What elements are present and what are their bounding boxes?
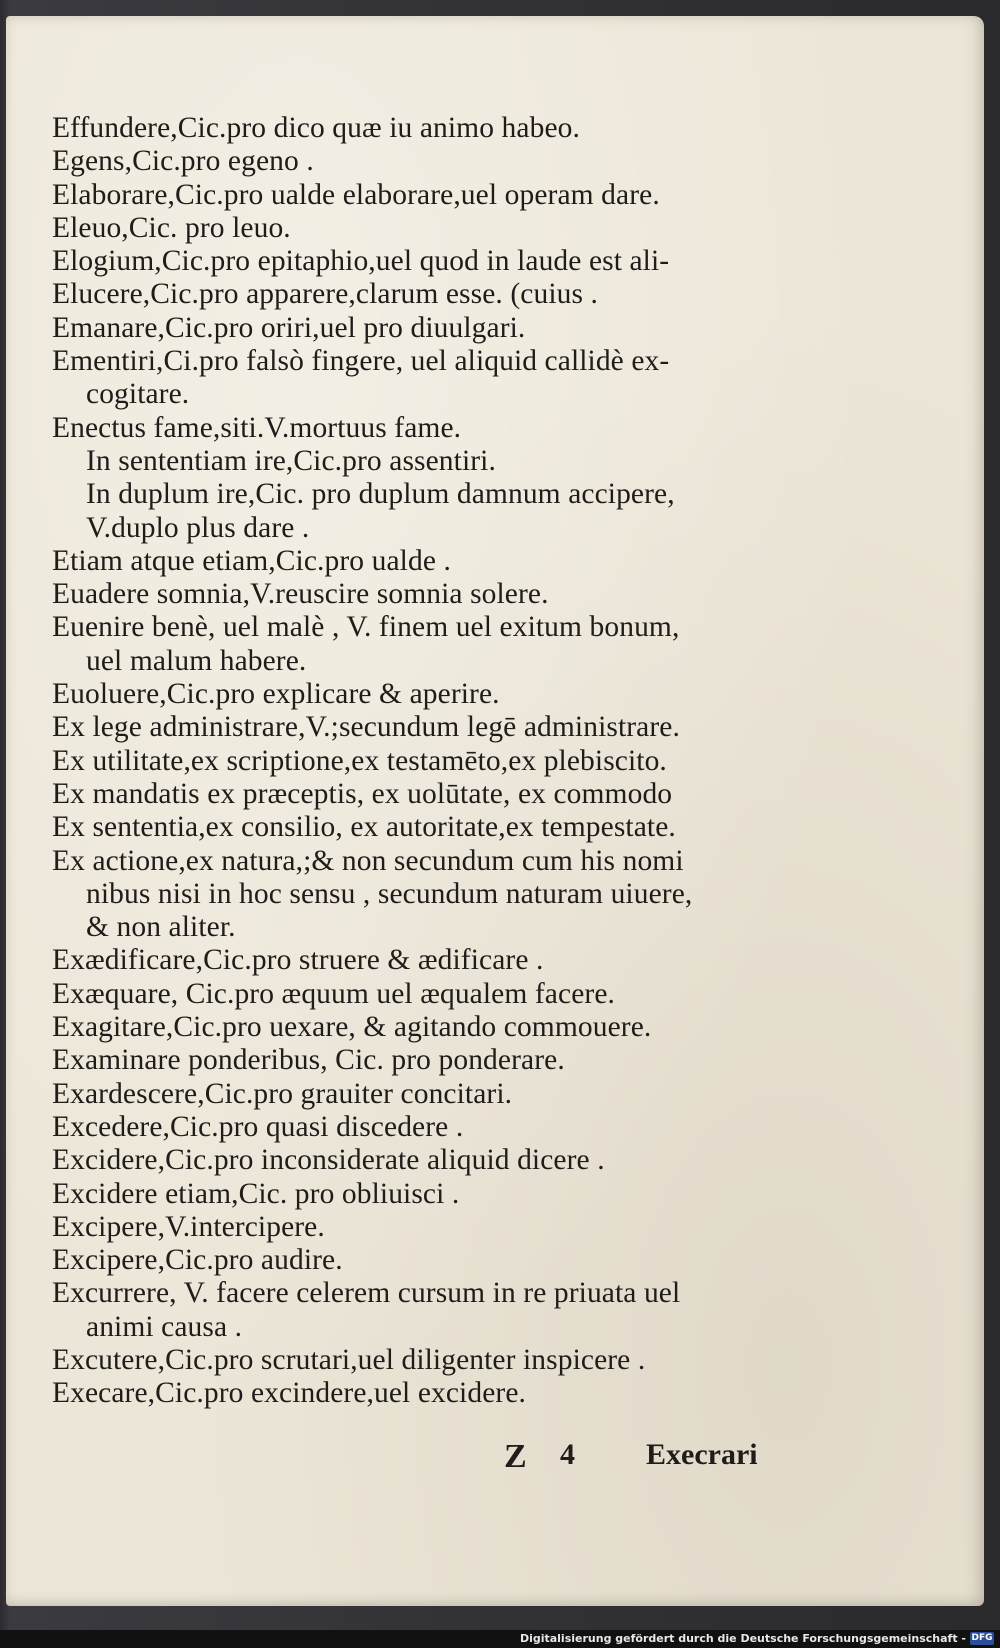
text-line: cogitare. — [86, 378, 190, 411]
text-line: V.duplo plus dare . — [86, 511, 310, 544]
text-line: In sententiam ire,Cic.pro assentiri. — [86, 444, 496, 477]
text-line: Ex lege administrare,V.;secundum legē administrare. — [52, 711, 680, 744]
text-line: Emanare,Cic.pro oriri,uel pro diuulgari. — [52, 311, 526, 344]
text-line: Euadere somnia,V.reuscire somnia solere. — [52, 578, 549, 611]
text-line: Ex actione,ex natura,;& non secundum cum his nomi — [52, 844, 684, 877]
text-line: Effundere,Cic.pro dico quæ iu animo habeo. — [52, 112, 580, 144]
text-line: Examinare ponderibus, Cic. pro ponderare. — [52, 1044, 565, 1077]
text-line: animi causa . — [86, 1310, 243, 1343]
text-line: Execare,Cic.pro excindere,uel excidere. — [52, 1377, 526, 1410]
text-line: Egens,Cic.pro egeno . — [52, 145, 314, 178]
text-line: Ementiri,Ci.pro falsò fingere, uel aliquid callidè ex- — [52, 345, 670, 378]
text-line: Exædificare,Cic.pro struere & ædificare . — [52, 944, 544, 977]
text-line: Exardescere,Cic.pro grauiter concitari. — [52, 1077, 513, 1110]
text-line: Euoluere,Cic.pro explicare & aperire. — [52, 678, 500, 711]
text-line: Exagitare,Cic.pro uexare, & agitando commouere. — [52, 1011, 652, 1044]
digitization-credit: Digitalisierung gefördert durch die Deutsche Forschungsgemeinschaft - — [519, 1632, 966, 1645]
dfg-logo: DFG — [971, 1633, 993, 1643]
text-line: Excidere,Cic.pro inconsiderate aliquid dicere . — [52, 1144, 605, 1177]
text-line: In duplum ire,Cic. pro duplum damnum accipere, — [86, 478, 675, 511]
text-line: Elogium,Cic.pro epitaphio,uel quod in laude est ali- — [52, 245, 670, 278]
text-line: Elucere,Cic.pro apparere,clarum esse. (cuius . — [52, 278, 598, 311]
page-text — [52, 112, 812, 1411]
text-line: Ex mandatis ex præceptis, ex uolūtate, ex commodo — [52, 777, 673, 810]
page-footer — [0, 1438, 1000, 1478]
text-line: Excedere,Cic.pro quasi discedere . — [52, 1110, 464, 1143]
text-line: Eleuo,Cic. pro leuo. — [52, 211, 291, 244]
text-line: uel malum habere. — [86, 644, 307, 677]
text-line: Enectus fame,siti.V.mortuus fame. — [52, 411, 462, 444]
text-line: Etiam atque etiam,Cic.pro ualde . — [52, 544, 451, 577]
text-line: nibus nisi in hoc sensu , secundum naturam uiuere, — [86, 877, 693, 910]
text-line: Excipere,V.intercipere. — [52, 1210, 325, 1243]
text-line: Excidere etiam,Cic. pro obliuisci . — [52, 1177, 460, 1210]
text-line: Elaborare,Cic.pro ualde elaborare,uel operam dare. — [52, 178, 660, 211]
catchword: Execrari — [646, 1438, 758, 1471]
text-line: Exæquare, Cic.pro æquum uel æqualem facere. — [52, 977, 615, 1010]
text-line: Excurrere, V. facere celerem cursum in re priuata uel — [52, 1277, 681, 1310]
text-line: Excutere,Cic.pro scrutari,uel diligenter inspicere . — [52, 1343, 646, 1376]
text-line: Ex utilitate,ex scriptione,ex testamēto,ex plebiscito. — [52, 744, 667, 777]
text-line: Ex sententia,ex consilio, ex autoritate,ex tempestate. — [52, 811, 676, 844]
signature-mark: Z — [504, 1438, 527, 1475]
text-line: Euenire benè, uel malè , V. finem uel exitum bonum, — [52, 611, 680, 644]
text-line: Excipere,Cic.pro audire. — [52, 1244, 343, 1277]
text-line: & non aliter. — [86, 911, 236, 944]
page-number: 4 — [560, 1438, 575, 1471]
